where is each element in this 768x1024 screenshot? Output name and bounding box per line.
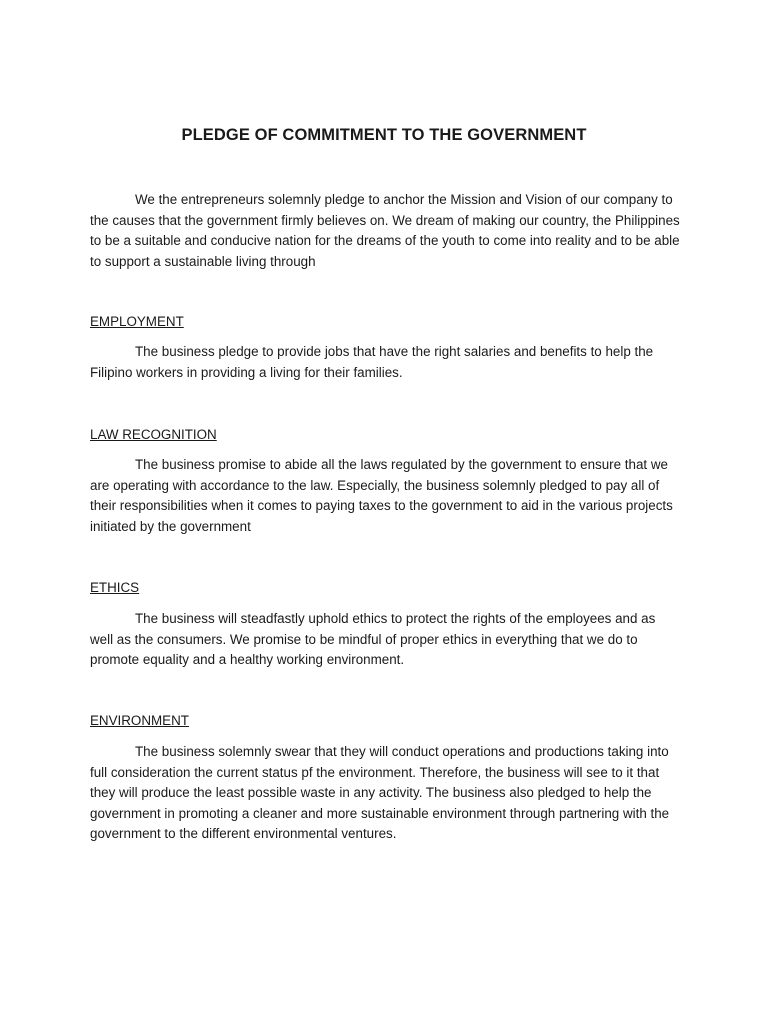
section-paragraph-ethics: The business will steadfastly uphold ethics to protect the rights of the employees and as well as the consumers. We promise to be mindful of proper ethics in everything that we do to promote equality and a healthy working environment. [90,611,656,668]
section-environment-body [90,742,682,845]
section-law-recognition-body [90,455,682,537]
section-ethics [90,578,682,599]
section-paragraph-environment: The business solemnly swear that they will conduct operations and productions taking into full consideration the current status pf the environment. Therefore, the business will see to it that they will produce the least possible waste in any activity. The business also pledged to help the government in promoting a cleaner and more sustainable environment through partnering with the government to the different environmental ventures. [90,744,670,842]
section-environment [90,711,682,732]
section-heading-ethics: ETHICS [90,580,140,595]
intro-block [90,190,682,272]
section-heading-environment: ENVIRONMENT [90,713,189,728]
intro-paragraph: We the entrepreneurs solemnly pledge to anchor the Mission and Vision of our company to the causes that the government firmly believes on. We dream of making our country, the Philippines to be a suitable and conducive nation for the dreams of the youth to come into reality and to be able to support a sustainable living through [90,192,680,269]
document-title: PLEDGE OF COMMITMENT TO THE GOVERNMENT [181,126,587,144]
section-law-recognition [90,425,682,446]
section-paragraph-law-recognition: The business promise to abide all the laws regulated by the government to ensure that we are operating with accordance to the law. Especially, the business solemnly pledged to pay all of their responsibilities when it comes to paying taxes to the government to aid in the various projects initiated by the government [90,457,673,534]
section-employment-body [90,342,682,383]
section-heading-employment: EMPLOYMENT [90,314,184,329]
section-heading-law-recognition: LAW RECOGNITION [90,427,217,442]
section-paragraph-employment: The business pledge to provide jobs that have the right salaries and benefits to help the Filipino workers in providing a living for their families. [90,344,654,380]
section-ethics-body [90,609,682,671]
section-employment [90,312,682,333]
